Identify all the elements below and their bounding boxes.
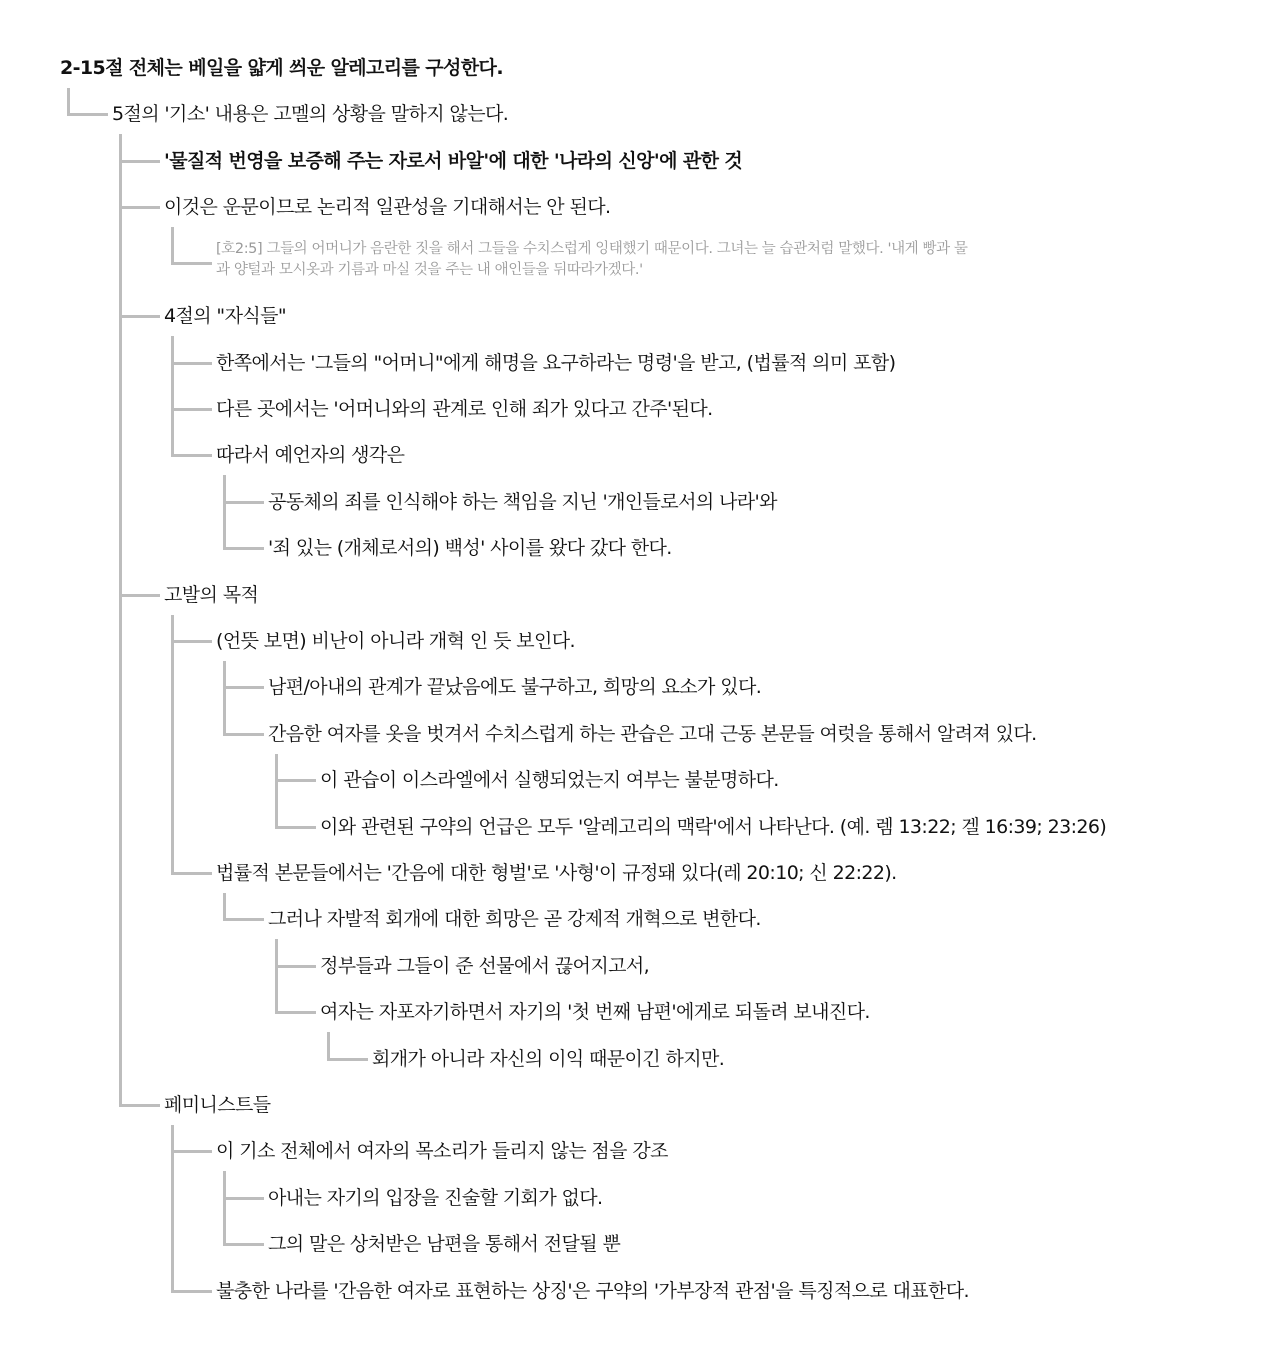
outline-item: 남편/아내의 관계가 끝났음에도 불구하고, 희망의 요소가 있다. — [268, 676, 762, 699]
tree-connector — [67, 113, 108, 116]
outline-item: 그의 말은 상처받은 남편을 통해서 전달될 뿐 — [268, 1233, 621, 1256]
tree-branch-line — [171, 363, 174, 411]
tree-connector — [171, 1150, 212, 1153]
tree-branch-line — [223, 502, 226, 550]
tree-branch-line — [275, 780, 278, 828]
tree-branch-line — [327, 1032, 330, 1060]
tree-connector — [119, 160, 160, 163]
tree-connector — [171, 262, 212, 265]
outline-item: '물질적 번영을 보증해 주는 자로서 바알'에 대한 '나라의 신앙'에 관한 것 — [164, 149, 743, 172]
outline-item: 5절의 '기소' 내용은 고멜의 상황을 말하지 않는다. — [112, 103, 509, 126]
outline-root: 2-15절 전체는 베일을 얇게 씌운 알레고리를 구성한다. — [60, 57, 503, 79]
tree-branch-line — [223, 687, 226, 735]
tree-branch-line — [171, 1125, 174, 1153]
tree-connector — [275, 1011, 316, 1014]
tree-connector — [171, 872, 212, 875]
outline-item: 정부들과 그들이 준 선물에서 끊어지고서, — [320, 954, 650, 977]
tree-branch-line — [171, 641, 174, 875]
outline-item: 다른 곳에서는 '어머니와의 관계로 인해 죄가 있다고 간주'된다. — [216, 398, 713, 420]
outline-item: 이것은 운문이므로 논리적 일관성을 기대해서는 안 된다. — [164, 196, 611, 219]
outline-item: '죄 있는 (개체로서의) 백성' 사이를 왔다 갔다 한다. — [268, 537, 672, 560]
tree-connector — [171, 408, 212, 411]
tree-connector — [223, 686, 264, 689]
tree-branch-line — [171, 1151, 174, 1292]
tree-branch-line — [119, 134, 122, 162]
tree-connector — [171, 1290, 212, 1293]
tree-branch-line — [119, 207, 122, 318]
tree-branch-line — [275, 939, 278, 967]
tree-branch-line — [171, 336, 174, 364]
tree-branch-line — [275, 754, 278, 782]
tree-branch-line — [223, 893, 226, 921]
tree-connector — [275, 965, 316, 968]
outline-item: 4절의 "자식들" — [164, 305, 286, 328]
tree-connector — [327, 1058, 368, 1061]
outline-item: 아내는 자기의 입장을 진술할 기회가 없다. — [268, 1186, 603, 1209]
tree-connector — [223, 733, 264, 736]
tree-connector — [119, 315, 160, 318]
outline-item: 법률적 본문들에서는 '간음에 대한 형벌'로 '사형'이 규정돼 있다(레 20:10; 신 22:22). — [216, 862, 897, 884]
tree-branch-line — [223, 1171, 226, 1199]
outline-item: 간음한 여자를 옷을 벗겨서 수치스럽게 하는 관습은 고대 근동 본문들 여럿을 통해서 알려져 있다. — [268, 722, 1037, 745]
tree-branch-line — [119, 316, 122, 596]
tree-branch-line — [171, 227, 174, 265]
tree-branch-line — [223, 1198, 226, 1246]
outline-item: 한쪽에서는 '그들의 "어머니"에게 해명을 요구하라는 명령'을 받고, (법률적 의미 포함) — [216, 351, 896, 374]
outline-item: (언뜻 보면) 비난이 아니라 개혁 인 듯 보인다. — [216, 630, 575, 652]
outline-item: 그러나 자발적 회개에 대한 희망은 곧 강제적 개혁으로 변한다. — [268, 908, 761, 931]
outline-item: 페미니스트들 — [164, 1094, 271, 1116]
tree-branch-line — [171, 615, 174, 643]
outline-item: 여자는 자포자기하면서 자기의 '첫 번째 남편'에게로 되돌려 보내진다. — [320, 1001, 870, 1024]
tree-connector — [223, 501, 264, 504]
tree-connector — [223, 918, 264, 921]
outline-item: 공동체의 죄를 인식해야 하는 책임을 지닌 '개인들로서의 나라'와 — [268, 490, 777, 513]
tree-connector — [223, 1243, 264, 1246]
outline-item: 회개가 아니라 자신의 이익 때문이긴 하지만. — [372, 1047, 725, 1070]
outline-item: 이 관습이 이스라엘에서 실행되었는지 여부는 불분명하다. — [320, 769, 779, 792]
tree-branch-line — [119, 595, 122, 1107]
tree-connector — [119, 1104, 160, 1107]
tree-branch-line — [67, 88, 70, 116]
tree-connector — [171, 454, 212, 457]
outline-item: 고발의 목적 — [164, 583, 259, 606]
tree-connector — [223, 547, 264, 550]
tree-connector — [171, 362, 212, 365]
tree-connector — [171, 640, 212, 643]
outline-item: 이 기소 전체에서 여자의 목소리가 들리지 않는 점을 강조 — [216, 1140, 668, 1163]
tree-connector — [275, 826, 316, 829]
tree-connector — [223, 1197, 264, 1200]
tree-branch-line — [223, 661, 226, 689]
tree-connector — [275, 779, 316, 782]
tree-branch-line — [223, 475, 226, 503]
outline-item: 이와 관련된 구약의 언급은 모두 '알레고리의 맥락'에서 나타난다. (예. 렘 13:22; 겔 16:39; 23:26) — [320, 815, 1107, 838]
tree-branch-line — [119, 161, 122, 209]
tree-branch-line — [171, 409, 174, 457]
outline-item: 불충한 나라를 '간음한 여자로 표현하는 상징'은 구약의 '가부장적 관점'을 특징적으로 대표한다. — [216, 1279, 969, 1302]
tree-connector — [119, 594, 160, 597]
outline-item: 따라서 예언자의 생각은 — [216, 444, 405, 467]
tree-branch-line — [275, 966, 278, 1014]
tree-connector — [119, 206, 160, 209]
scripture-quote: [호2:5] 그들의 어머니가 음란한 짓을 해서 그들을 수치스럽게 잉태했기 때문이다. 그녀는 늘 습관처럼 말했다. '내게 빵과 물과 양털과 모시옷과 기름과 마실 것을 주는 내 애인들을 뒤따라가겠다.' — [216, 241, 968, 279]
